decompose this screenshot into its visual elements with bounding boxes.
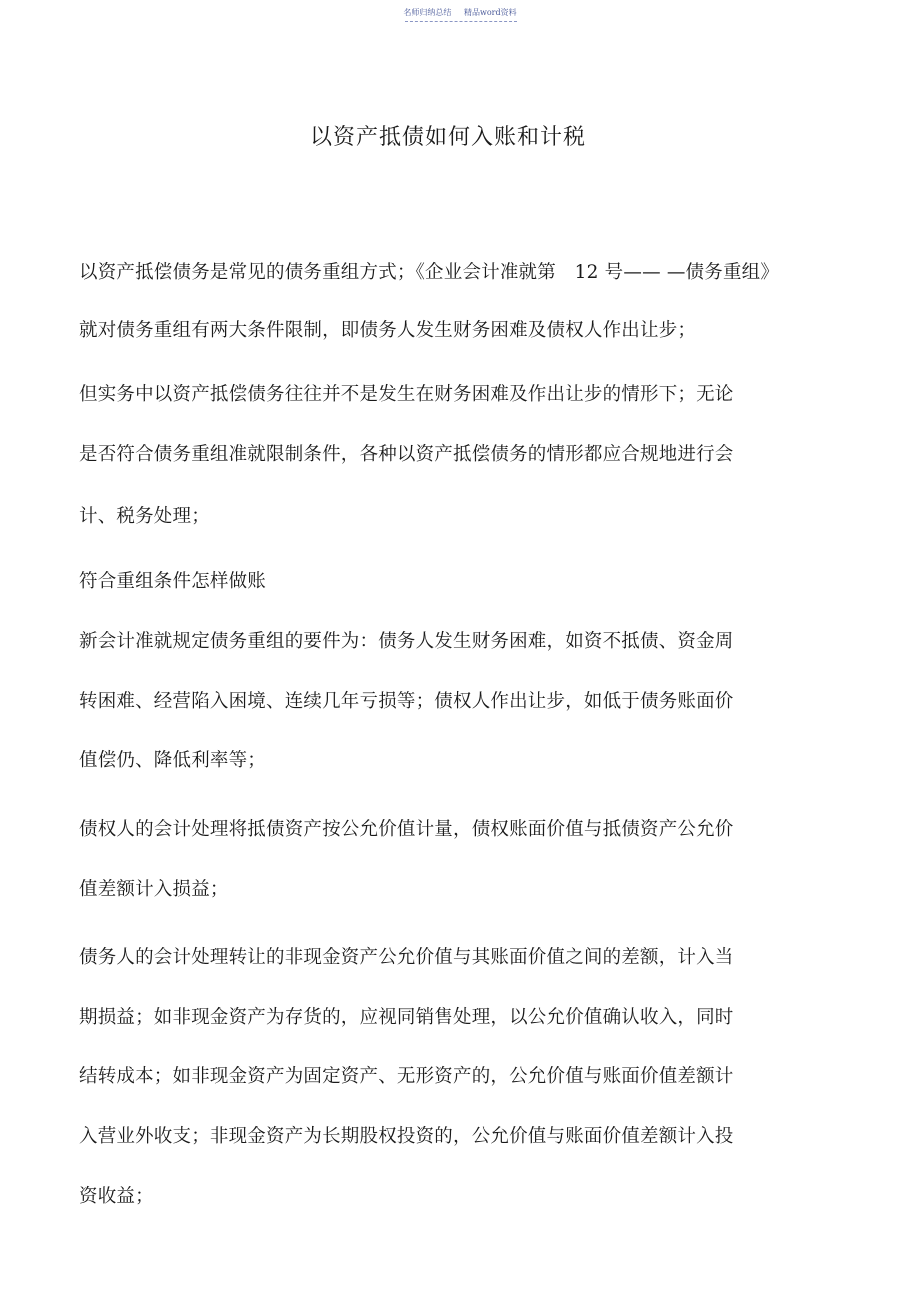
body-line: 债务人的会计处理转让的非现金资产公允价值与其账面价值之间的差额，计入当: [79, 947, 734, 968]
body-line: 债权人的会计处理将抵债资产按公允价值计量，债权账面价值与抵债资产公允价: [79, 819, 734, 840]
header-divider: [405, 21, 517, 22]
body-line: 入营业外收支；非现金资产为长期股权投资的，公允价值与账面价值差额计入投: [79, 1126, 734, 1147]
body-line: 资收益；: [79, 1186, 154, 1207]
body-line: 期损益；如非现金资产为存货的，应视同销售处理，以公允价值确认收入，同时: [79, 1007, 734, 1028]
header-right-text: 精品word资料: [463, 8, 517, 17]
body-line: 新会计准就规定债务重组的要件为：债务人发生财务困难，如资不抵债、资金周: [79, 631, 734, 652]
body-line: 结转成本；如非现金资产为固定资产、无形资产的，公允价值与账面价值差额计: [79, 1066, 734, 1087]
body-line: 转困难、经营陷入困境、连续几年亏损等；债权人作出让步，如低于债务账面价: [79, 691, 734, 712]
body-line: 值偿仍、降低利率等；: [79, 750, 267, 771]
body-line: 值差额计入损益；: [79, 879, 229, 900]
document-title: 以资产抵债如何入账和计税: [309, 125, 586, 150]
body-line: 是否符合债务重组准就限制条件，各种以资产抵偿债务的情形都应合规地进行会: [79, 444, 734, 465]
section-heading: 符合重组条件怎样做账: [79, 571, 267, 592]
body-line: 就对债务重组有两大条件限制，即债务人发生财务困难及债权人作出让步；: [79, 320, 697, 341]
body-line: 以资产抵偿债务是常见的债务重组方式；《企业会计准就第 12 号—— —债务重组》: [79, 262, 780, 283]
header-left-text: 名师归纳总结: [403, 8, 452, 17]
body-line: 计、税务处理；: [79, 506, 210, 527]
body-line: 但实务中以资产抵偿债务往往并不是发生在财务困难及作出让步的情形下；无论: [79, 384, 734, 405]
page-header: [0, 7, 920, 18]
